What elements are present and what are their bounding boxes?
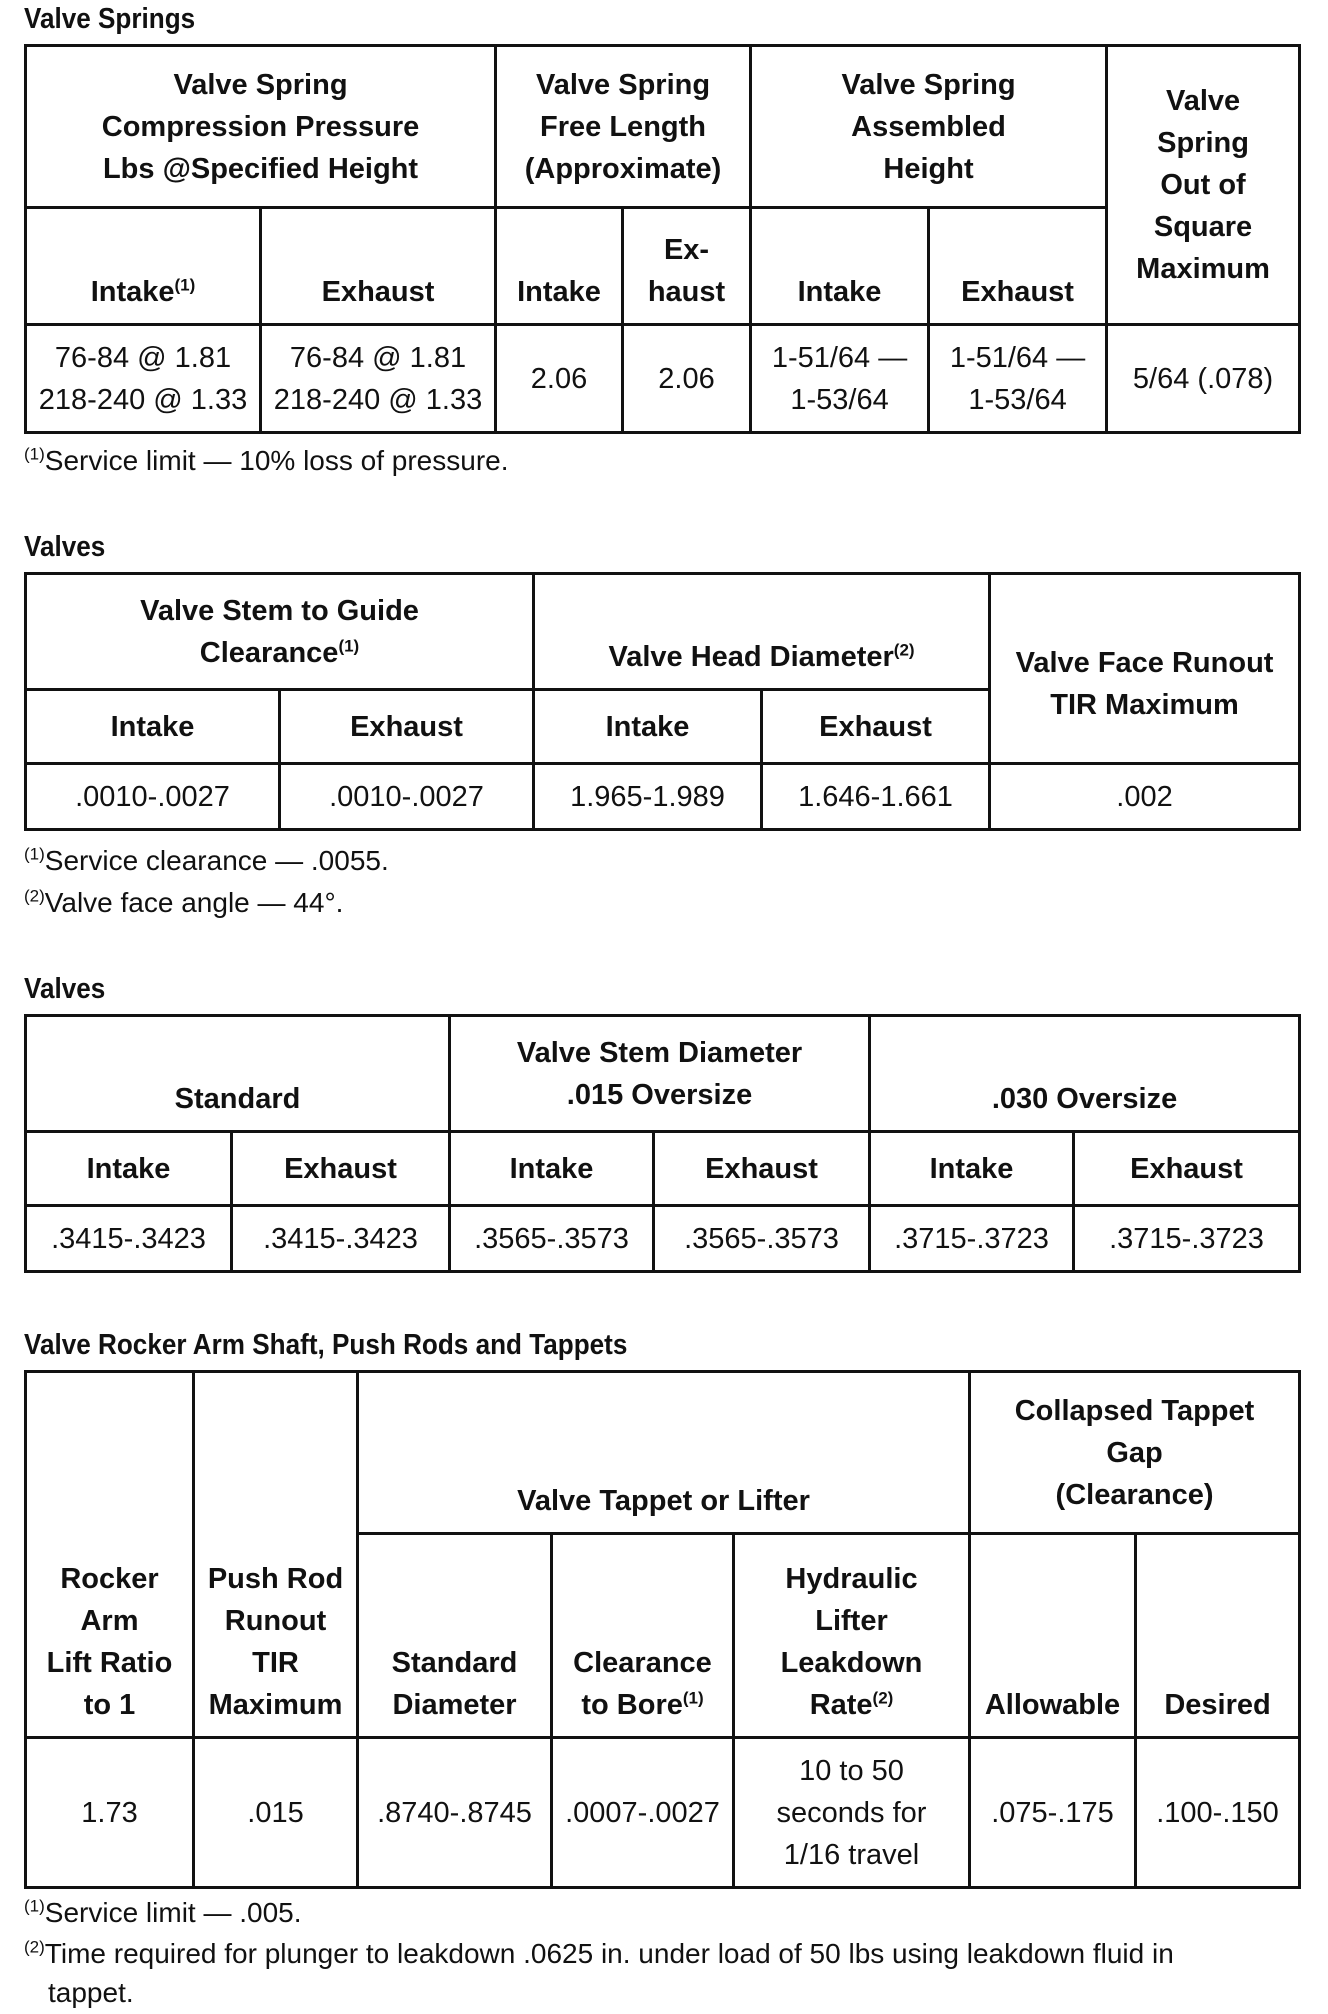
valve-springs-table (24, 44, 1301, 434)
head-exhaust-value: 1.646-1.661 (762, 764, 990, 830)
comp-exhaust-value: 76-84 @ 1.81 218-240 @ 1.33 (261, 325, 496, 433)
std-diameter-value: .8740-.8745 (358, 1738, 552, 1888)
asm-exhaust-value: 1-51/64 — 1-53/64 (929, 325, 1107, 433)
comp-intake-header: Intake$^{(1)}$ (26, 208, 261, 325)
rocker-footnote-2: $^{(2)}$Time required for plunger to leakdown .0625 in. under load of 50 lbs using leakdown fluid in (24, 1937, 1174, 1969)
stem-guide-clearance-header: Valve Stem to Guide Clearance$^{(1)}$ (26, 574, 534, 690)
push-rod-runout-header: Push Rod Runout TIR Maximum (194, 1372, 358, 1738)
desired-header: Desired (1136, 1534, 1300, 1738)
free-exhaust-header: Ex- haust (623, 208, 751, 325)
std-exhaust-value: .3415-.3423 (232, 1206, 450, 1272)
asm-exhaust-header: Exhaust (929, 208, 1107, 325)
std-exhaust-header: Exhaust (232, 1132, 450, 1206)
o30-exhaust-header: Exhaust (1074, 1132, 1300, 1206)
standard-diameter-header: Standard Diameter (358, 1534, 552, 1738)
out-of-square-header: Valve Spring Out of Square Maximum (1107, 46, 1300, 325)
stem-intake-header: Intake (26, 690, 280, 764)
desired-value: .100-.150 (1136, 1738, 1300, 1888)
face-runout-value: .002 (990, 764, 1300, 830)
free-intake-value: 2.06 (496, 325, 623, 433)
valves-title-2: Valves (24, 973, 106, 1005)
comp-intake-value: 76-84 @ 1.81 218-240 @ 1.33 (26, 325, 261, 433)
compression-pressure-header: Valve Spring Compression Pressure Lbs @Specified Height (26, 46, 496, 208)
o30-intake-header: Intake (870, 1132, 1074, 1206)
clearance-to-bore-header: Clearance to Bore$^{(1)}$ (552, 1534, 734, 1738)
allowable-value: .075-.175 (970, 1738, 1136, 1888)
allowable-header: Allowable (970, 1534, 1136, 1738)
tappet-lifter-header: Valve Tappet or Lifter (358, 1372, 970, 1534)
valves-footnote-1: $^{(1)}$Service clearance — .0055. (24, 844, 389, 876)
asm-intake-header: Intake (751, 208, 929, 325)
rocker-ratio-header: Rocker Arm Lift Ratio to 1 (26, 1372, 194, 1738)
free-exhaust-value: 2.06 (623, 325, 751, 433)
o15-intake-header: Intake (450, 1132, 654, 1206)
ratio-value: 1.73 (26, 1738, 194, 1888)
springs-footnote: $^{(1)}$Service limit — 10% loss of pressure. (24, 444, 509, 476)
free-length-header: Valve Spring Free Length (Approximate) (496, 46, 751, 208)
rocker-footnote-1: $^{(1)}$Service limit — .005. (24, 1896, 302, 1928)
std-intake-value: .3415-.3423 (26, 1206, 232, 1272)
stem-015-header: Valve Stem Diameter .015 Oversize (450, 1016, 870, 1132)
valve-springs-title: Valve Springs (24, 3, 196, 35)
clearance-value: .0007-.0027 (552, 1738, 734, 1888)
o15-exhaust-header: Exhaust (654, 1132, 870, 1206)
stem-exhaust-header: Exhaust (280, 690, 534, 764)
o15-intake-value: .3565-.3573 (450, 1206, 654, 1272)
leakdown-value: 10 to 50 seconds for 1/16 travel (734, 1738, 970, 1888)
valves-title-1: Valves (24, 531, 106, 563)
oversize-030-header: .030 Oversize (870, 1016, 1300, 1132)
assembled-height-header: Valve Spring Assembled Height (751, 46, 1107, 208)
valve-head-diameter-header: Valve Head Diameter$^{(2)}$ (534, 574, 990, 690)
valves-clearance-table (24, 572, 1301, 831)
std-intake-header: Intake (26, 1132, 232, 1206)
o30-exhaust-value: .3715-.3723 (1074, 1206, 1300, 1272)
comp-exhaust-header: Exhaust (261, 208, 496, 325)
leakdown-rate-header: Hydraulic Lifter Leakdown Rate$^{(2)}$ (734, 1534, 970, 1738)
rocker-tappet-table (24, 1370, 1301, 1889)
o15-exhaust-value: .3565-.3573 (654, 1206, 870, 1272)
rocker-footnote-2-cont: tappet. (48, 1977, 134, 2008)
stem-exhaust-value: .0010-.0027 (280, 764, 534, 830)
head-exhaust-header: Exhaust (762, 690, 990, 764)
out-of-square-value: 5/64 (.078) (1107, 325, 1300, 433)
footnote-mark: (1) (174, 275, 196, 295)
head-intake-header: Intake (534, 690, 762, 764)
o30-intake-value: .3715-.3723 (870, 1206, 1074, 1272)
push-runout-value: .015 (194, 1738, 358, 1888)
stem-intake-value: .0010-.0027 (26, 764, 280, 830)
asm-intake-value: 1-51/64 — 1-53/64 (751, 325, 929, 433)
head-intake-value: 1.965-1.989 (534, 764, 762, 830)
free-intake-header: Intake (496, 208, 623, 325)
face-runout-header: Valve Face Runout TIR Maximum (990, 574, 1300, 764)
valves-footnote-2: $^{(2)}$Valve face angle — 44°. (24, 886, 344, 918)
valve-stem-diameter-table (24, 1014, 1301, 1273)
rocker-title: Valve Rocker Arm Shaft, Push Rods and Tappets (24, 1329, 628, 1361)
collapsed-gap-header: Collapsed Tappet Gap (Clearance) (970, 1372, 1300, 1534)
standard-header: Standard (26, 1016, 450, 1132)
